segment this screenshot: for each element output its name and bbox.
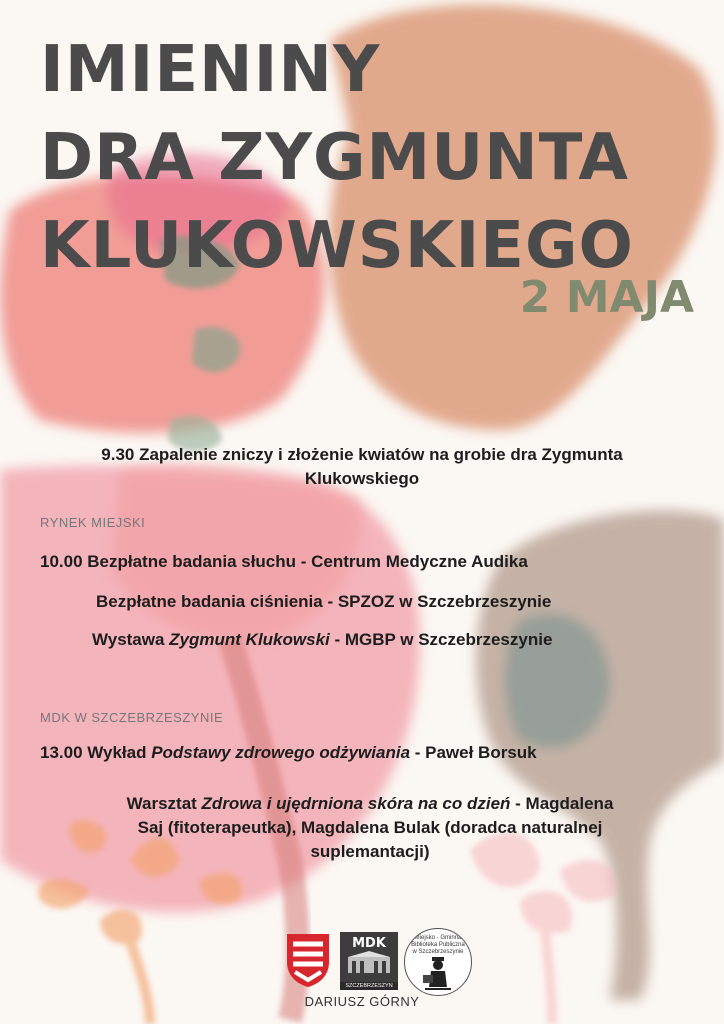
library-logo: [404, 928, 472, 996]
library-logo-text: Miejsko - Gminna Biblioteka Publiczna w Szczebrzeszynie: [411, 935, 465, 955]
event-workshop: [60, 792, 680, 864]
title-line-3: KLUKOWSKIEGO: [40, 209, 634, 283]
event-grave-ceremony: [20, 443, 704, 491]
mdk-logo-subtext: SZCZEBRZESZYN: [340, 982, 398, 990]
event-workshop-line-1: [60, 792, 680, 816]
event-workshop-line-2: Saj (fitoterapeutka), Magdalena Bulak (doradca naturalnej: [137, 818, 603, 837]
mdk-logo-text: MDK: [352, 936, 386, 951]
event-lecture-suffix: - Paweł Borsuk: [410, 743, 537, 762]
event-exhibition-prefix: Wystawa: [92, 630, 170, 649]
event-grave-line-2: Klukowskiego: [304, 469, 420, 488]
footer-author: DARIUSZ GÓRNY: [304, 994, 420, 1009]
mdk-logo: [340, 932, 398, 990]
event-lecture-prefix: 13.00 Wykład: [40, 743, 152, 762]
event-lecture-title: Podstawy zdrowego odżywiania: [151, 743, 411, 762]
event-exhibition: [92, 628, 552, 652]
event-date: 2 MAJA: [519, 272, 694, 323]
building-icon: [340, 951, 398, 977]
title-line-2: DRA ZYGMUNTA: [40, 121, 629, 195]
title-line-1: IMIENINY: [40, 33, 381, 107]
event-exhibition-title: Zygmunt Klukowski: [169, 630, 330, 649]
town-coat-of-arms-logo: [285, 932, 331, 988]
poster-title: [40, 26, 634, 290]
event-workshop-line-3: suplemantacji): [310, 842, 430, 861]
event-workshop-title: Zdrowa i ujędrniona skóra na co dzień: [201, 794, 511, 813]
event-hearing-tests: 10.00 Bezpłatne badania słuchu - Centrum Medyczne Audika: [40, 552, 528, 571]
event-exhibition-suffix: - MGBP w Szczebrzeszynie: [329, 630, 553, 649]
event-blood-pressure: Bezpłatne badania ciśnienia - SPZOZ w Szczebrzeszynie: [96, 592, 552, 611]
event-workshop-suffix: - Magdalena: [510, 794, 614, 813]
section-label-mdk: MDK W SZCZEBRZESZYNIE: [40, 710, 224, 725]
event-workshop-prefix: Warsztat: [126, 794, 202, 813]
event-grave-line-1: 9.30 Zapalenie zniczy i złożenie kwiatów na grobie dra Zygmunta: [101, 445, 623, 464]
section-label-rynek: RYNEK MIEJSKI: [40, 515, 146, 530]
event-lecture: [40, 741, 537, 765]
